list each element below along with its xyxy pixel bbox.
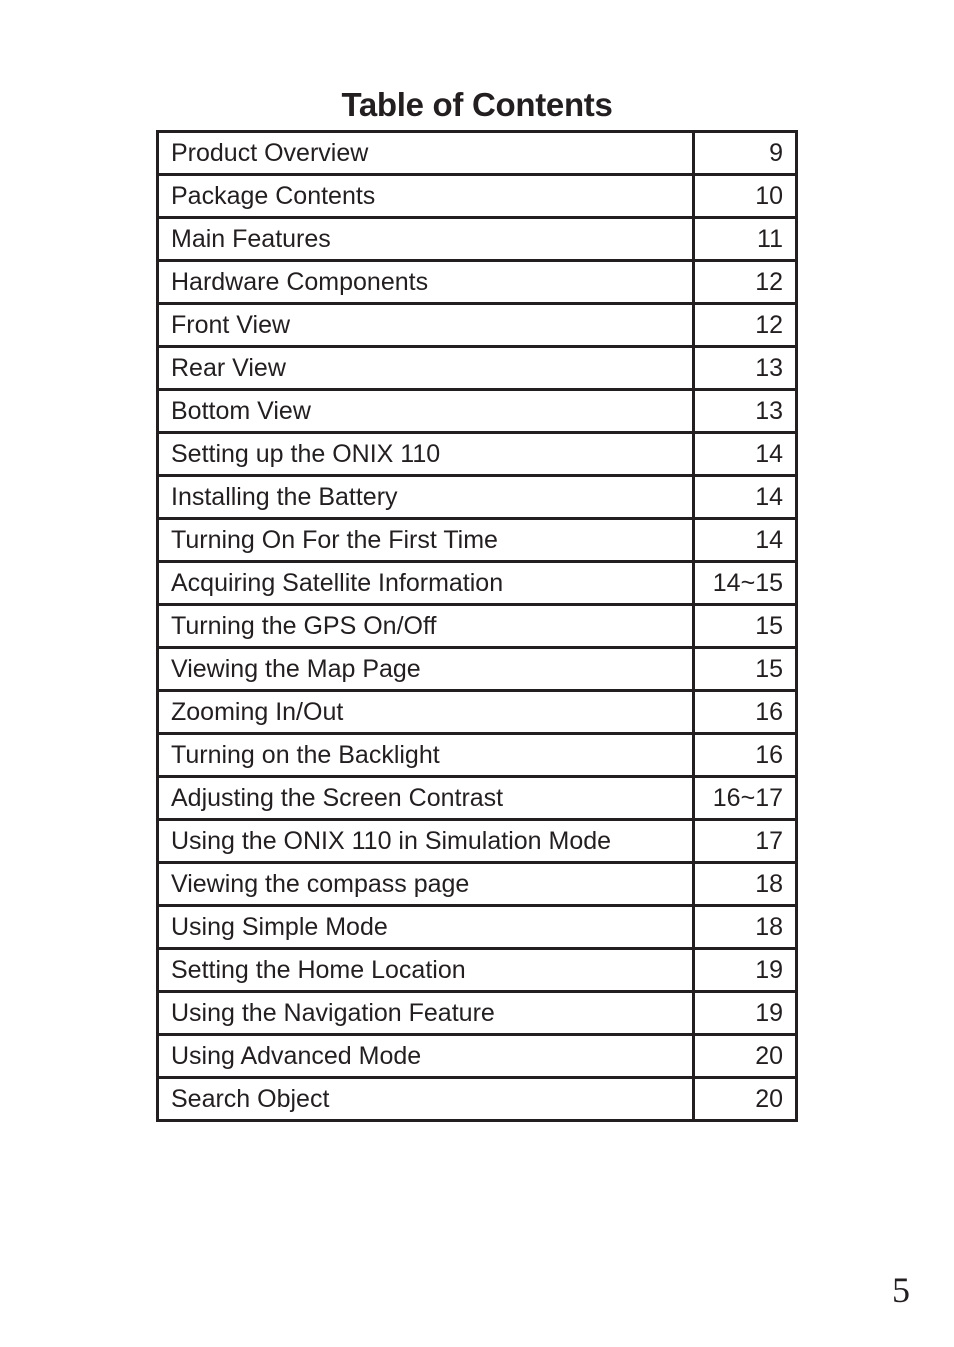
toc-entry-page: 19 [694,992,797,1035]
toc-entry-title: Setting up the ONIX 110 [158,433,694,476]
toc-entry-page: 10 [694,175,797,218]
toc-entry-title: Setting the Home Location [158,949,694,992]
toc-entry-page: 13 [694,390,797,433]
toc-row [158,261,797,304]
toc-row [158,476,797,519]
toc-entry-title: Bottom View [158,390,694,433]
toc-row [158,734,797,777]
toc-row [158,347,797,390]
toc-body [158,132,797,1121]
toc-entry-page: 12 [694,261,797,304]
toc-entry-title: Zooming In/Out [158,691,694,734]
toc-entry-title: Product Overview [158,132,694,175]
toc-entry-title: Using Simple Mode [158,906,694,949]
toc-row [158,175,797,218]
toc-row [158,992,797,1035]
toc-entry-title: Hardware Components [158,261,694,304]
toc-row [158,605,797,648]
toc-entry-page: 16~17 [694,777,797,820]
toc-row [158,218,797,261]
toc-entry-title: Acquiring Satellite Information [158,562,694,605]
toc-entry-title: Adjusting the Screen Contrast [158,777,694,820]
toc-entry-page: 13 [694,347,797,390]
toc-entry-title: Using the ONIX 110 in Simulation Mode [158,820,694,863]
toc-entry-page: 18 [694,906,797,949]
toc-entry-title: Installing the Battery [158,476,694,519]
toc-entry-page: 14 [694,519,797,562]
toc-entry-title: Rear View [158,347,694,390]
toc-entry-title: Main Features [158,218,694,261]
toc-entry-title: Using Advanced Mode [158,1035,694,1078]
toc-entry-page: 17 [694,820,797,863]
page-title: Table of Contents [341,86,613,123]
toc-row [158,562,797,605]
toc-entry-page: 15 [694,605,797,648]
toc-entry-title: Package Contents [158,175,694,218]
toc-row [158,691,797,734]
table-of-contents [156,130,798,1122]
toc-entry-title: Turning the GPS On/Off [158,605,694,648]
toc-row [158,949,797,992]
toc-entry-title: Turning On For the First Time [158,519,694,562]
toc-entry-page: 12 [694,304,797,347]
toc-row [158,777,797,820]
toc-entry-title: Search Object [158,1078,694,1121]
toc-entry-title: Turning on the Backlight [158,734,694,777]
toc-entry-page: 15 [694,648,797,691]
page-number: 5 [892,1270,910,1310]
toc-row [158,863,797,906]
toc-entry-page: 9 [694,132,797,175]
toc-row [158,519,797,562]
toc-entry-page: 14 [694,476,797,519]
toc-row [158,304,797,347]
toc-entry-page: 16 [694,691,797,734]
toc-row [158,820,797,863]
toc-entry-page: 20 [694,1078,797,1121]
toc-entry-title: Viewing the compass page [158,863,694,906]
toc-entry-page: 20 [694,1035,797,1078]
toc-entry-title: Using the Navigation Feature [158,992,694,1035]
toc-entry-page: 14 [694,433,797,476]
toc-entry-page: 19 [694,949,797,992]
toc-entry-page: 11 [694,218,797,261]
toc-row [158,906,797,949]
toc-row [158,390,797,433]
toc-row [158,648,797,691]
toc-row [158,1035,797,1078]
toc-entry-title: Viewing the Map Page [158,648,694,691]
toc-entry-title: Front View [158,304,694,347]
toc-row [158,132,797,175]
toc-row [158,433,797,476]
toc-entry-page: 18 [694,863,797,906]
toc-entry-page: 14~15 [694,562,797,605]
toc-entry-page: 16 [694,734,797,777]
toc-row [158,1078,797,1121]
